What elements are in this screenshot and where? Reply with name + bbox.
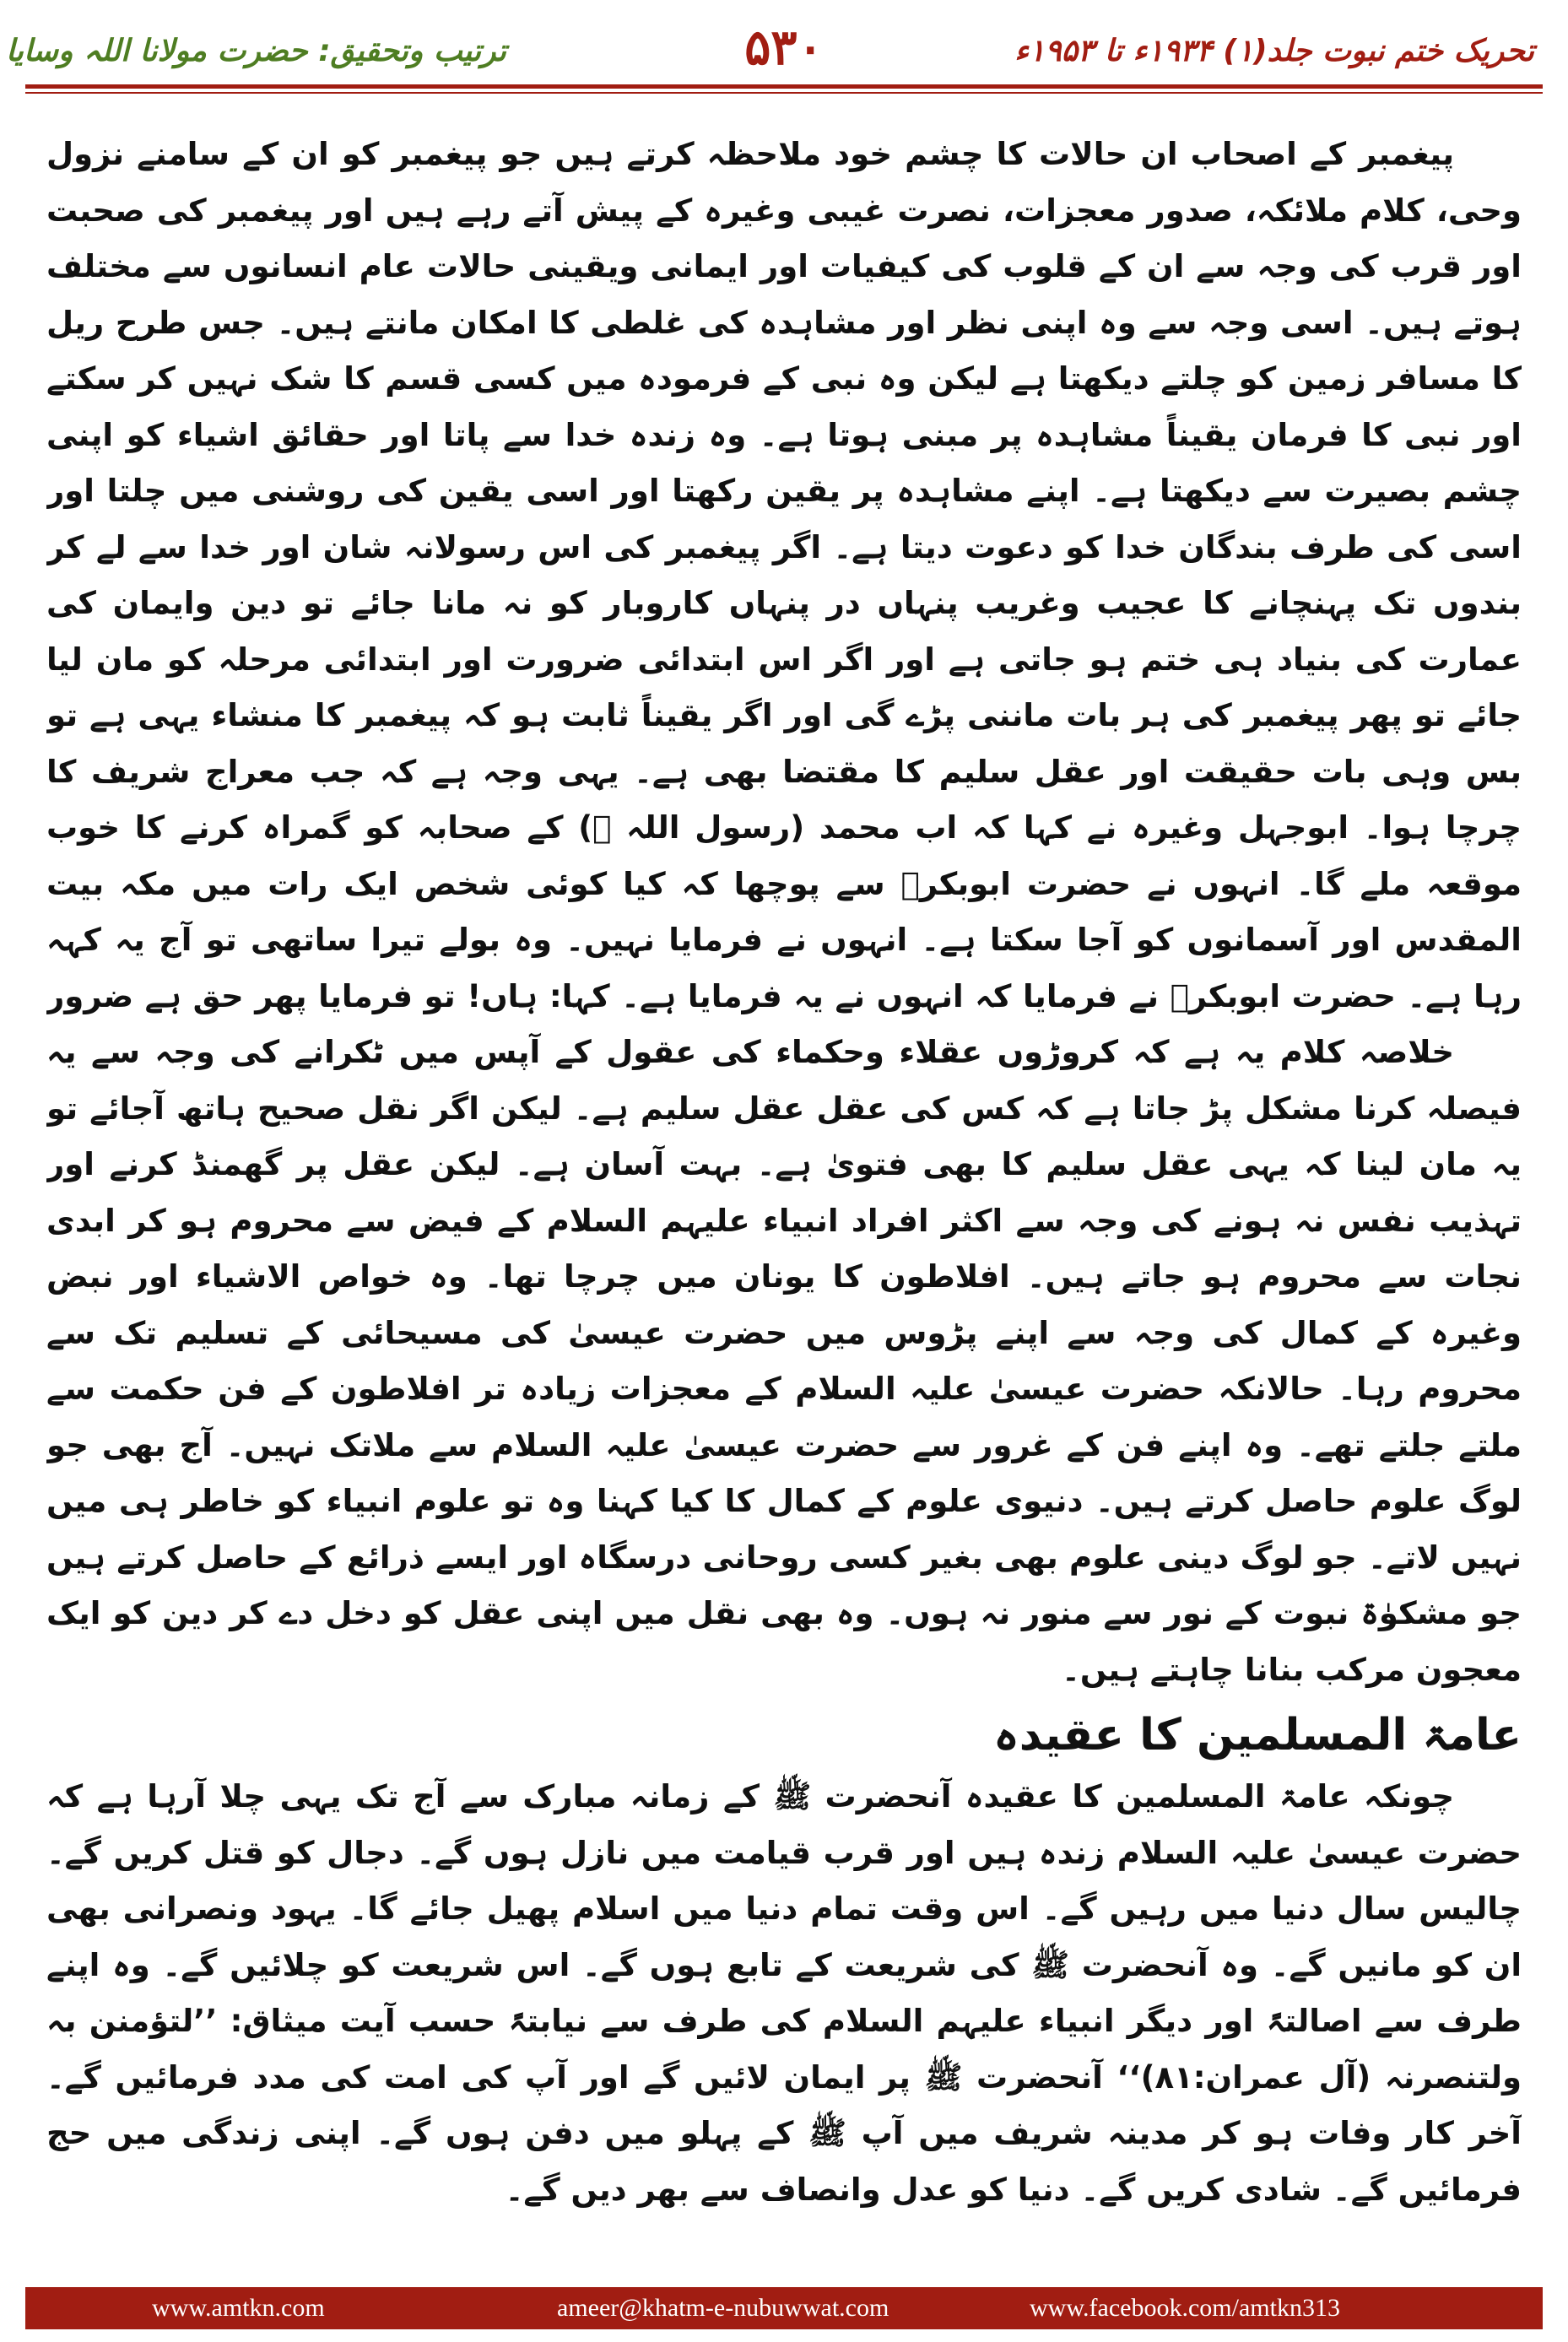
page-body [46, 127, 1522, 2237]
header-rule-thick [25, 84, 1543, 89]
section-heading: عامۃ المسلمین کا عقیدہ [993, 1710, 1522, 1761]
paragraph-3: چونکہ عامۃ المسلمین کا عقیدہ آنحضرت ﷺ کے زمانہ مبارک سے آج تک یہی چلا آرہا ہے کہ حضرت عیسیٰ علیہ السلام زندہ ہیں اور قرب قیامت میں نازل ہوں گے۔ دجال کو قتل کریں گے۔ چالیس سال دنیا میں رہیں گے۔ اس وقت تمام دنیا میں اسلام پھیل جائے گا۔ یہود ونصرانی بھی ان کو مانیں گے۔ وہ آنحضرت ﷺ کی شریعت کے تابع ہوں گے۔ اس شریعت کو چلائیں گے۔ وہ اپنے طرف سے اصالتہً اور دیگر انبیاء علیہم السلام کی طرف سے نیابتہً حسب آیت میثاق: ’’لتؤمنن بہ ولتنصرنہ (آل عمران:۸۱)‘‘ آنحضرت ﷺ پر ایمان لائیں گے اور آپ کی امت کی مدد فرمائیں گے۔ آخر کار وفات ہو کر مدینہ شریف میں آپ ﷺ کے پہلو میں دفن ہوں گے۔ اپنی زندگی میں حج فرمائیں گے۔ شادی کریں گے۔ دنیا کو عدل وانصاف سے بھر دیں گے۔ [46, 1778, 1522, 2208]
footer-website-link[interactable]: www.amtkn.com [152, 2294, 325, 2322]
paragraph-2: خلاصہ کلام یہ ہے کہ کروڑوں عقلاء وحکماء کی عقول کے آپس میں ٹکرانے کی وجہ سے یہ فیصلہ کرنا مشکل پڑ جاتا ہے کہ کس کی عقل عقل سلیم ہے۔ لیکن اگر نقل صحیح ہاتھ آجائے تو یہ مان لینا کہ یہی عقل سلیم کا بھی فتویٰ ہے۔ بہت آسان ہے۔ لیکن عقل پر گھمنڈ کرنے اور تہذیب نفس نہ ہونے کی وجہ سے اکثر افراد انبیاء علیہم السلام کے فیض سے محروم ہو کر ابدی نجات سے محروم ہو جاتے ہیں۔ افلاطون کا یونان میں چرچا تھا۔ وہ خواص الاشیاء اور نبض وغیرہ کے کمال کی وجہ سے اپنے پڑوس میں حضرت عیسیٰ کی مسیحائی کے تسلیم تک سے محروم رہا۔ حالانکہ حضرت عیسیٰ علیہ السلام کے معجزات زیادہ تر افلاطون کے فن حکمت سے ملتے جلتے تھے۔ وہ اپنے فن کے غرور سے حضرت عیسیٰ علیہ السلام سے ملاتک نہیں۔ آج بھی جو لوگ علوم حاصل کرتے ہیں۔ دنیوی علوم کے کمال کا کیا کہنا وہ تو علوم انبیاء کو خاطر ہی میں نہیں لاتے۔ جو لوگ دینی علوم بھی بغیر کسی روحانی درسگاہ اور ایسے ذرائع کے حاصل کرتے ہیں جو مشکوٰۃ نبوت کے نور سے منور نہ ہوں۔ وہ بھی نقل میں اپنی عقل کو دخل دے کر دین کو ایک معجون مرکب بنانا چاہتے ہیں۔ [46, 1034, 1522, 1688]
footer-email-link[interactable]: ameer@khatm-e-nubuwwat.com [557, 2294, 889, 2322]
page-footer [25, 2287, 1543, 2329]
header-rule-thin [25, 92, 1543, 94]
book-title: تحریک ختم نبوت جلد(۱) ۱۹۳۴ء تا ۱۹۵۳ء [1014, 34, 1534, 68]
page-number: ۵۳۰ [744, 19, 824, 76]
footer-facebook-link[interactable]: www.facebook.com/amtkn313 [1030, 2294, 1340, 2322]
compiler-credit: ترتیب وتحقیق: حضرت مولانا اللہ وسایا [5, 34, 506, 68]
paragraph-1: پیغمبر کے اصحاب ان حالات کا چشم خود ملاحظہ کرتے ہیں جو پیغمبر کو ان کے سامنے نزول وحی، کلام ملائکہ، صدور معجزات، نصرت غیبی وغیرہ کے پیش آتے رہے ہیں اور پیغمبر کی صحبت اور قرب کی وجہ سے ان کے قلوب کی کیفیات اور ایمانی ویقینی حالات عام انسانوں سے مختلف ہوتے ہیں۔ اسی وجہ سے وہ اپنی نظر اور مشاہدہ کی غلطی کا امکان مانتے ہیں۔ جس طرح ریل کا مسافر زمین کو چلتے دیکھتا ہے لیکن وہ نبی کے فرمودہ میں کسی قسم کا شک نہیں کر سکتے اور نبی کا فرمان یقیناً مشاہدہ پر مبنی ہوتا ہے۔ وہ زندہ خدا سے پاتا اور حقائق اشیاء کو اپنی چشم بصیرت سے دیکھتا ہے۔ اپنے مشاہدہ پر یقین رکھتا اور اسی یقین کی روشنی میں چلتا اور اسی کی طرف بندگان خدا کو دعوت دیتا ہے۔ اگر پیغمبر کی اس رسولانہ شان اور خدا سے لے کر بندوں تک پہنچانے کا عجیب وغریب پنہاں در پنہاں کاروبار کو نہ مانا جائے تو دین وایمان کی عمارت کی بنیاد ہی ختم ہو جاتی ہے اور اگر اس ابتدائی ضرورت اور ابتدائی مرحلہ کو مان لیا جائے تو پھر پیغمبر کی ہر بات ماننی پڑے گی اور اگر یقیناً ثابت ہو کہ پیغمبر کا منشاء یہی ہے تو بس وہی بات حقیقت اور عقل سلیم کا مقتضا بھی ہے۔ یہی وجہ ہے کہ جب معراج شریف کا چرچا ہوا۔ ابوجہل وغیرہ نے کہا کہ اب محمد (رسول اللہ ﷺ) کے صحابہ کو گمراہ کرنے کا خوب موقعہ ملے گا۔ انہوں نے حضرت ابوبکرؓ سے پوچھا کہ کیا کوئی شخص ایک رات میں مکہ بیت المقدس اور آسمانوں کو آجا سکتا ہے۔ انہوں نے فرمایا نہیں۔ وہ بولے تیرا ساتھی تو آج یہ کہہ رہا ہے۔ حضرت ابوبکرؓ نے فرمایا کہ انہوں نے یہ فرمایا ہے۔ کہا: ہاں! تو فرمایا پھر حق ہے ضرور [46, 136, 1522, 1014]
page-header [0, 0, 1568, 93]
